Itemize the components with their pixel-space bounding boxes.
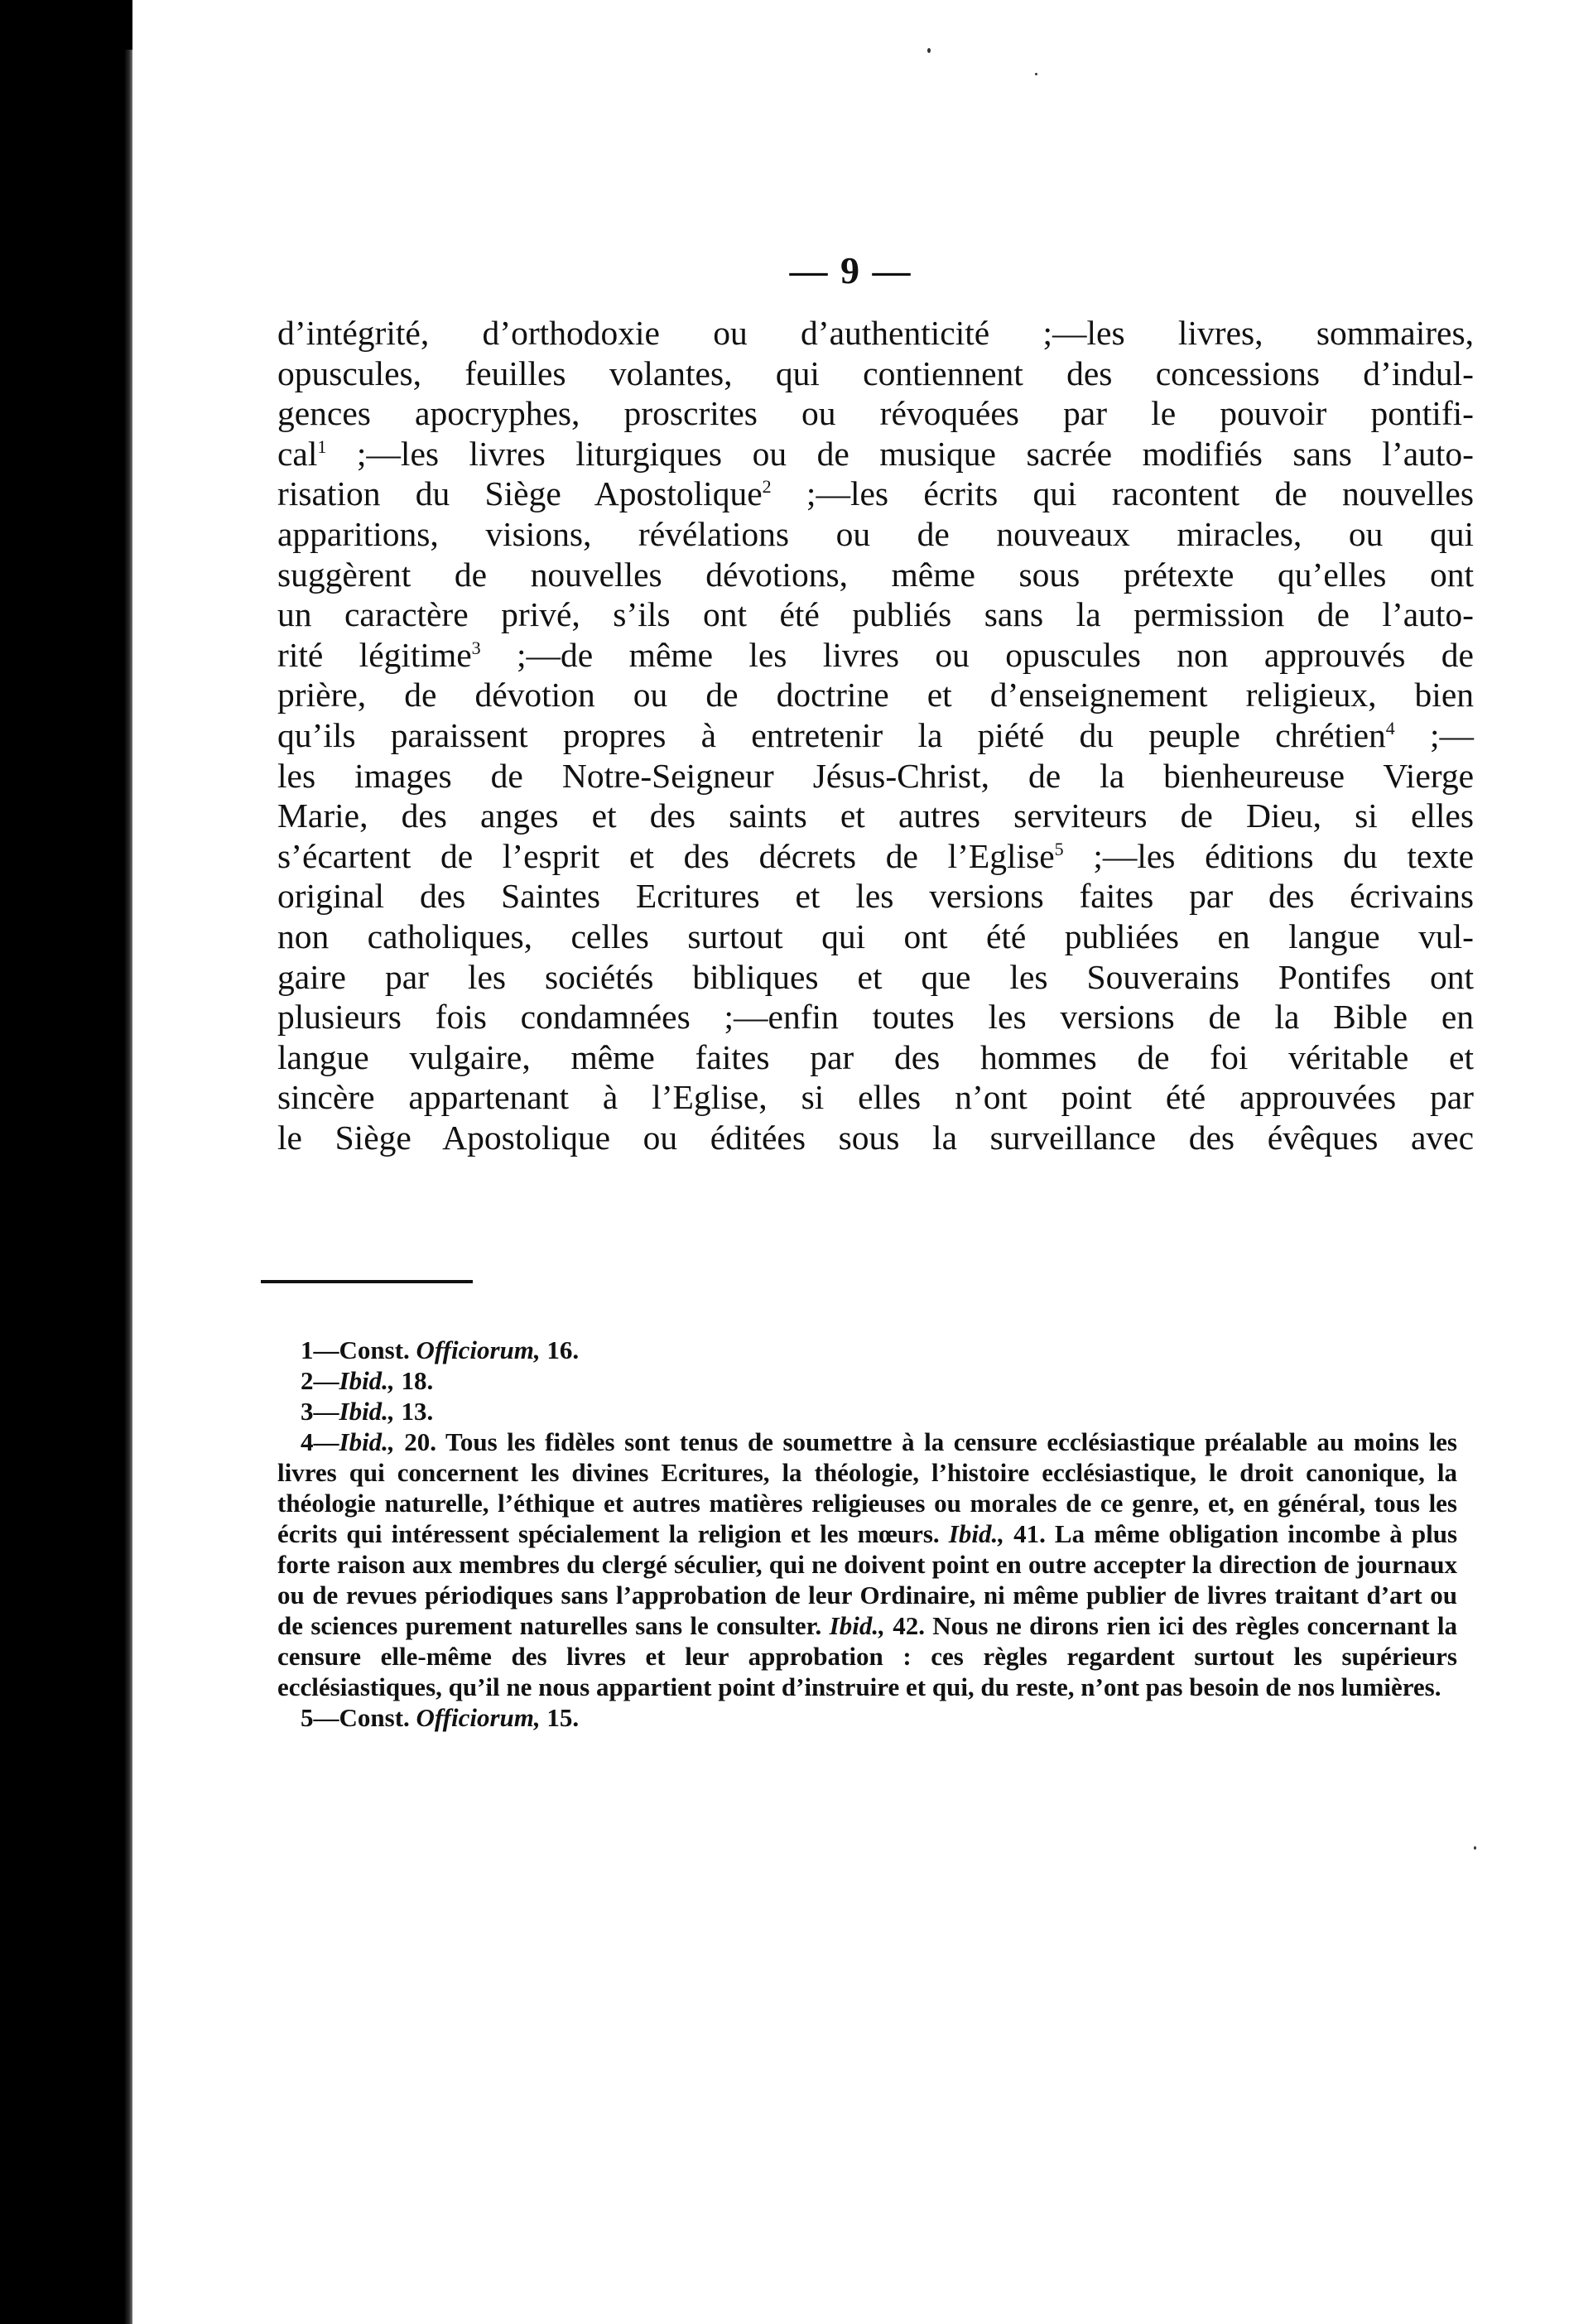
footnotes — [277, 1335, 1457, 1733]
text-line: les images de Notre-Seigneur Jésus-Christ, de la bienheureuse Vierge — [277, 756, 1474, 795]
footnote-2: 2—Ibid., 18. — [301, 1366, 434, 1395]
scan-border — [0, 0, 132, 2324]
note-mark: 5 — [1054, 838, 1064, 859]
note-mark: 2 — [762, 476, 772, 498]
note-mark: 4 — [1385, 718, 1395, 739]
text-line: gences apocryphes, proscrites ou révoquées par le pouvoir pontifi- — [277, 394, 1474, 433]
footnote-1: 1—Const. Officiorum, 16. — [301, 1335, 580, 1364]
text-line: Marie, des anges et des saints et autres serviteurs de Dieu, si elles — [277, 796, 1474, 835]
note-mark: 1 — [317, 435, 327, 457]
text-line: gaire par les sociétés bibliques et que les Souverains Pontifes ont — [277, 957, 1474, 996]
text-line: langue vulgaire, même faites par des hommes de foi véritable et — [277, 1037, 1474, 1076]
text-line: plusieurs fois condamnées ;—enfin toutes les versions de la Bible en — [277, 998, 1474, 1037]
scan-speck — [927, 48, 931, 53]
footnote-5: 5—Const. Officiorum, 15. — [301, 1703, 580, 1732]
note-mark: 3 — [471, 637, 481, 658]
scan-speck — [1474, 1846, 1476, 1850]
text-line: original des Saintes Ecritures et les versions faites par des écrivains — [277, 877, 1474, 916]
text-line: non catholiques, celles surtout qui ont été publiées en langue vul- — [277, 917, 1474, 955]
page-number: — 9 — — [789, 249, 912, 291]
text-line: prière, de dévotion ou de doctrine et d’enseignement religieux, bien — [277, 676, 1474, 715]
footnote-4: 4—Ibid., 20. Tous les fidèles sont tenus de soumettre à la censure ecclésiastique préalable au moins les livres qui concernent les divines Ecritures, la théologie, l’histoire ecclésiastique, le droit canonique, la théologie naturelle, l’éthique et autres matières religieuses ou morales de ce genre, et, en général, tous les écrits qui intéressent spécialement la religion et les mœurs. Ibid., 41. La même obligation incombe à plus forte raison aux membres du clergé séculier, qui ne doivent point en outre accepter la direction de journaux ou de revues périodiques sans l’approbation de leur Ordinaire, ni même publier de livres traitant d’art ou de sciences purement naturelles sans le consulter. Ibid., 42. Nous ne dirons rien ici des règles concernant la censure elle-même des livres et leur approbation : ces règles regardent surtout les supérieurs ecclésiastiques, qu’il ne nous appartient point d’instruire et qui, du reste, n’ont pas besoin de nos lumières. — [277, 1427, 1458, 1701]
footnote-separator — [261, 1280, 473, 1283]
footnote-3: 3—Ibid., 13. — [301, 1397, 434, 1426]
text-line: risation du Siège Apostolique$^2$ ;—les écrits qui racontent de nouvelles — [277, 474, 1474, 513]
text-line: un caractère privé, s’ils ont été publiés sans la permission de l’auto- — [277, 595, 1474, 634]
text-line: cal$^1$ ;—les livres liturgiques ou de musique sacrée modifiés sans l’auto- — [277, 434, 1474, 473]
scan-speck — [1035, 73, 1037, 75]
text-line: rité légitime$^3$ ;—de même les livres ou opuscules non approuvés de — [277, 635, 1474, 674]
text-line: suggèrent de nouvelles dévotions, même sous prétexte qu’elles ont — [277, 555, 1474, 594]
text-line: qu’ils paraissent propres à entretenir la piété du peuple chrétien$^4$ ;— — [277, 715, 1474, 754]
text-line: d’intégrité, d’orthodoxie ou d’authenticité ;—les livres, sommaires, — [277, 314, 1474, 352]
text-line: opuscules, feuilles volantes, qui contiennent des concessions d’indul- — [277, 354, 1474, 392]
text-line: s’écartent de l’esprit et des décrets de l’Eglise$^5$ ;—les éditions du texte — [277, 836, 1474, 875]
body-text — [277, 313, 1474, 1157]
page — [132, 0, 1569, 2324]
text-line: le Siège Apostolique ou éditées sous la surveillance des évêques avec — [277, 1118, 1474, 1157]
scan-border-corner — [0, 0, 141, 50]
text-line: sincère appartenant à l’Eglise, si elles n’ont point été approuvées par — [277, 1078, 1474, 1117]
text-line: apparitions, visions, révélations ou de nouveaux miracles, ou qui — [277, 514, 1474, 553]
